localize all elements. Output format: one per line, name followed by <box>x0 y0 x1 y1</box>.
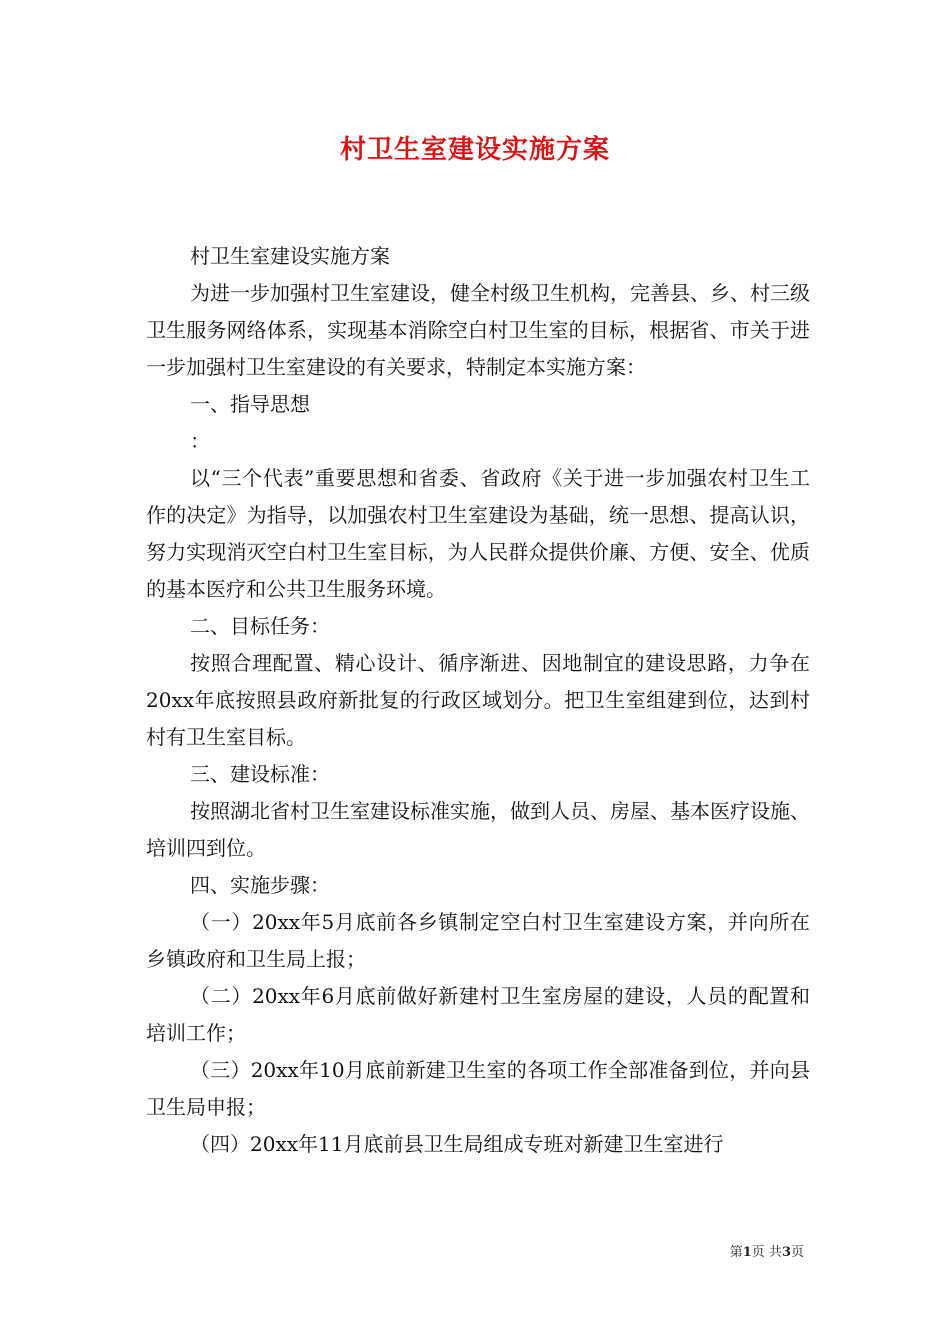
footer-prefix: 第 <box>729 1245 743 1260</box>
footer-total-pages: 3 <box>781 1245 791 1260</box>
paragraph-guiding-ideology: 以“三个代表”重要思想和省委、省政府《关于进一步加强农村卫生工作的决定》为指导，以加强农村卫生室建设为基础，统一思想、提高认识，努力实现消灭空白村卫生室目标，为人民群众提供价廉、方便、安全、优质的基本医疗和公共卫生服务环境。 <box>146 466 810 601</box>
paragraph-step-4: （四）20xx年11月底前县卫生局组成专班对新建卫生室进行 <box>190 1132 724 1156</box>
footer-suffix: 页 <box>790 1245 804 1260</box>
document-body <box>146 238 810 1163</box>
paragraph-step-3: （三）20xx年10月底前新建卫生室的各项工作全部准备到位，并向县卫生局申报； <box>146 1058 810 1119</box>
paragraph-step-2: （二）20xx年6月底前做好新建村卫生室房屋的建设，人员的配置和培训工作； <box>146 984 810 1045</box>
paragraph-intro: 为进一步加强村卫生室建设，健全村级卫生机构，完善县、乡、村三级卫生服务网络体系，实现基本消除空白村卫生室的目标，根据省、市关于进一步加强村卫生室建设的有关要求，特制定本实施方案： <box>146 281 810 379</box>
page-footer <box>730 1244 804 1262</box>
footer-current-page: 1 <box>742 1245 752 1260</box>
paragraph-colon: ： <box>190 429 210 453</box>
paragraph-goals: 按照合理配置、精心设计、循序渐进、因地制宜的建设思路，力争在20xx年底按照县政府新批复的行政区域划分。把卫生室组建到位，达到村村有卫生室目标。 <box>146 651 810 749</box>
paragraph-heading: 村卫生室建设实施方案 <box>190 244 390 268</box>
paragraph-standards: 按照湖北省村卫生室建设标准实施，做到人员、房屋、基本医疗设施、培训四到位。 <box>146 799 810 860</box>
section-heading-guiding-ideology: 一、指导思想 <box>190 392 310 416</box>
section-heading-steps: 四、实施步骤： <box>190 873 330 897</box>
section-heading-standards: 三、建设标准： <box>190 762 330 786</box>
paragraph-step-1: （一）20xx年5月底前各乡镇制定空白村卫生室建设方案，并向所在乡镇政府和卫生局上报； <box>146 910 810 971</box>
footer-middle: 页 共 <box>751 1245 782 1260</box>
document-title: 村卫生室建设实施方案 <box>339 135 610 165</box>
section-heading-goals: 二、目标任务： <box>190 614 330 638</box>
